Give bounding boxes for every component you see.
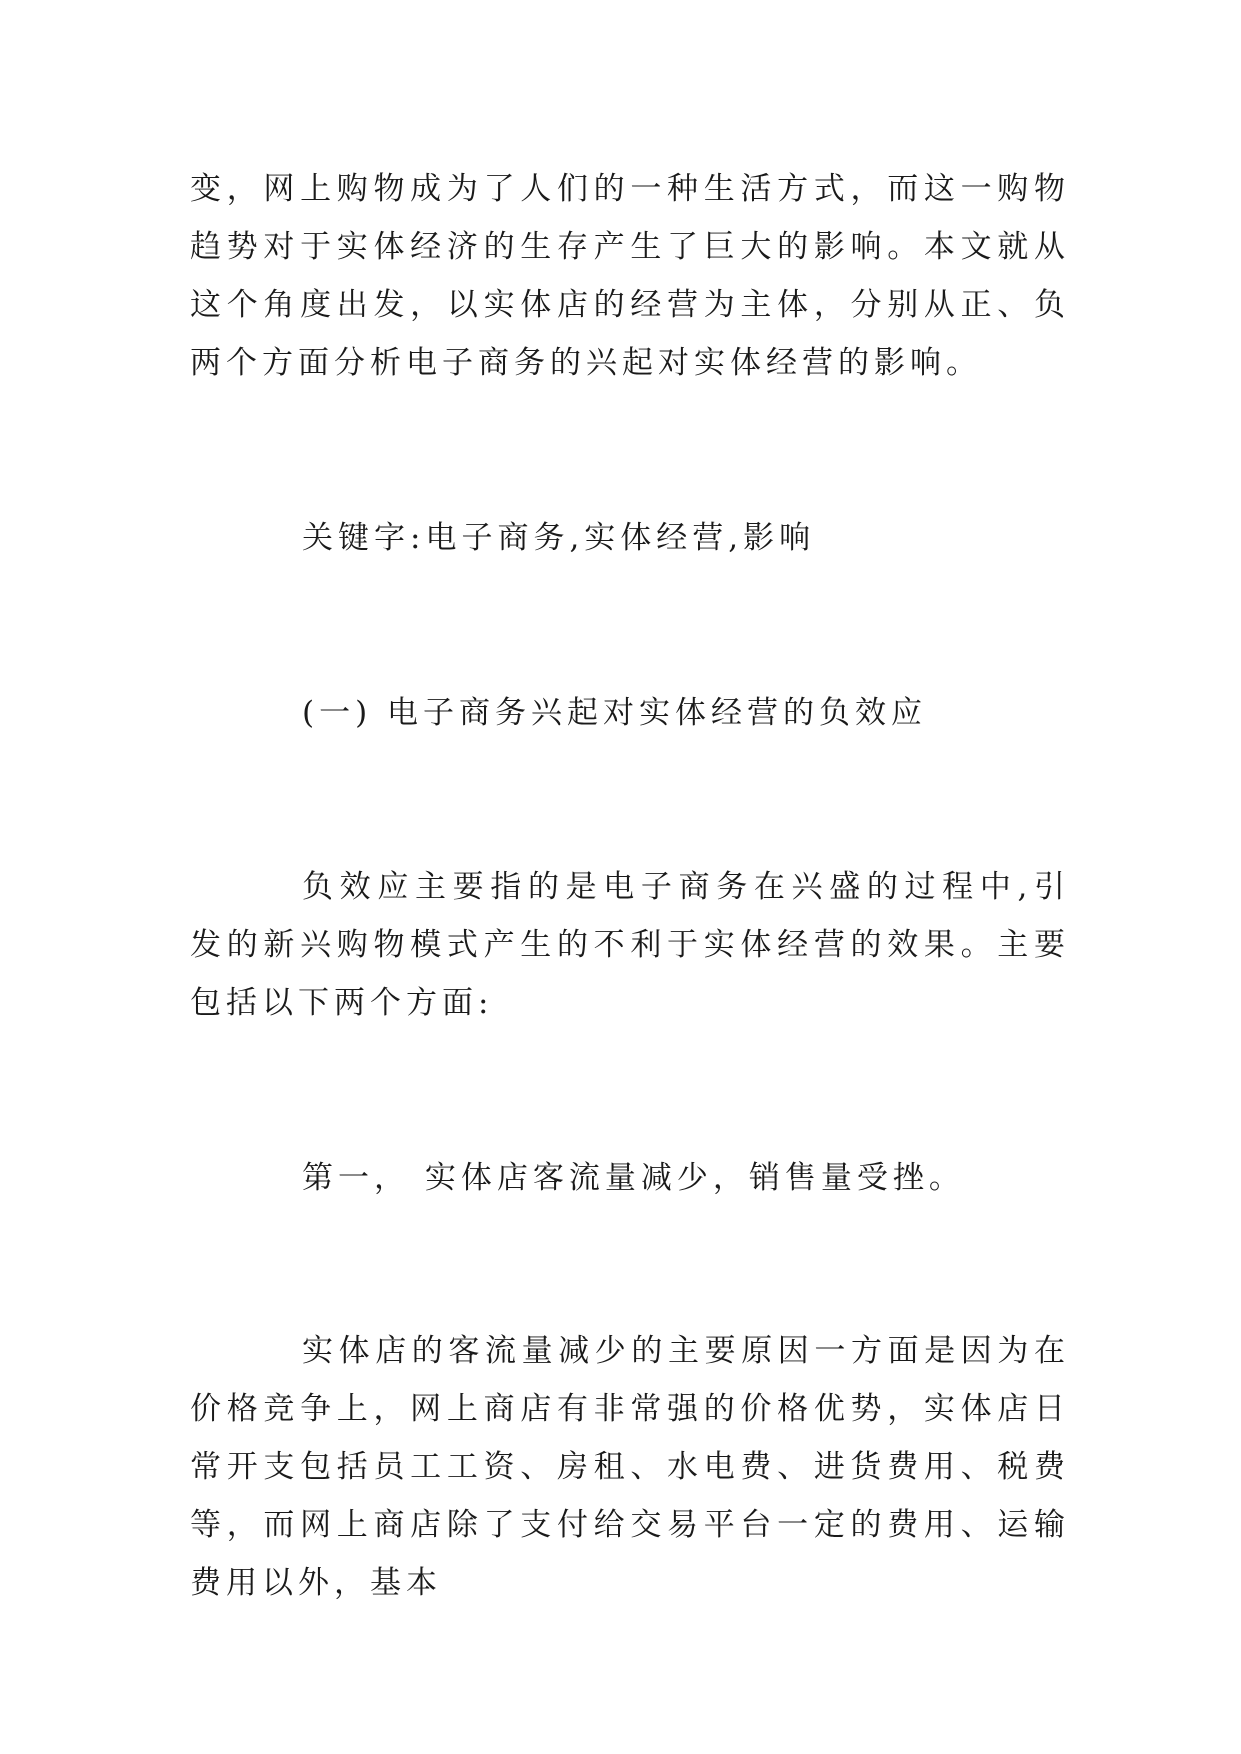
body-paragraph: 实体店的客流量减少的主要原因一方面是因为在价格竞争上，网上商店有非常强的价格优势，实体店日常开支包括员工工资、房租、水电费、进货费用、税费等，而网上商店除了支付给交易平台一定的费用、运输费用以外，基本 <box>190 1333 1070 1601</box>
keywords-line: 关键字:电子商务,实体经营,影响 <box>302 520 816 556</box>
section-heading: (一) 电子商务兴起对实体经营的负效应 <box>302 695 928 731</box>
point-one-heading: 第一， 实体店客流量减少，销售量受挫。 <box>302 1160 965 1196</box>
intro-paragraph: 负效应主要指的是电子商务在兴盛的过程中,引发的新兴购物模式产生的不利于实体经营的效果。主要包括以下两个方面: <box>190 869 1070 1021</box>
abstract-paragraph: 变，网上购物成为了人们的一种生活方式，而这一购物趋势对于实体经济的生存产生了巨大的影响。本文就从这个角度出发，以实体店的经营为主体，分别从正、负两个方面分析电子商务的兴起对实体经营的影响。 <box>190 171 1070 381</box>
